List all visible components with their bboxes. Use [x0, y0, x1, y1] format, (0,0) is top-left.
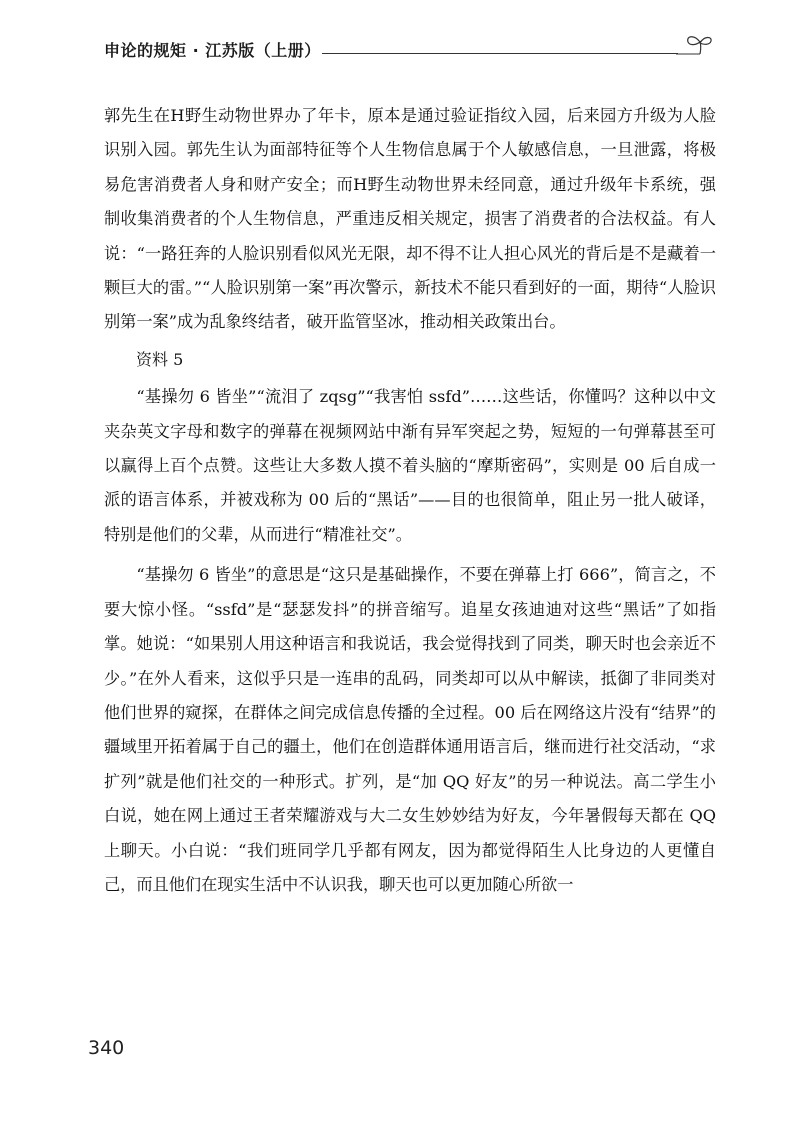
- paragraph-continued: 郭先生在H野生动物世界办了年卡，原本是通过验证指纹入园，后来园方升级为人脸识别入园。郭先生认为面部特征等个人生物信息属于个人敏感信息，一旦泄露，将极易危害消费者人身和财产安全；而H野生动物世界未经同意，通过升级年卡系统，强制收集消费者的个人生物信息，严重违反相关规定，损害了消费者的合法权益。有人说：“一路狂奔的人脸识别看似风光无限，却不得不让人担心风光的背后是不是藏着一颗巨大的雷。”“人脸识别第一案”再次警示，新技术不能只看到好的一面，期待“人脸识别第一案”成为乱象终结者，破开监管坚冰，推动相关政策出台。: [104, 106, 716, 332]
- header-rule: [322, 53, 678, 54]
- page-number: 340: [88, 1037, 125, 1059]
- running-header: [104, 38, 714, 68]
- book-title: 申论的规矩 · 江苏版（上册）: [104, 41, 321, 60]
- section-label: 资料 5: [136, 349, 184, 369]
- body-text: [104, 99, 716, 902]
- paragraph-slang-explanation: “基操勿 6 皆坐”的意思是“这只是基础操作，不要在弹幕上打 666”，简言之，不要大惊小怪。“ssfd”是“瑟瑟发抖”的拼音缩写。追星女孩迪迪对这些“黑话”了如指掌。她说：“如果别人用这种语言和我说话，我会觉得找到了同类，聊天时也会亲近不少。”在外人看来，这似乎只是一连串的乱码，同类却可以从中解读，抵御了非同类对他们世界的窥探，在群体之间完成信息传播的全过程。00 后在网络这片没有“结界”的疆域里开拓着属于自己的疆土，他们在创造群体通用语言后，继而进行社交活动，“求扩列”就是他们社交的一种形式。扩列，是“加 QQ 好友”的另一种说法。高二学生小白说，她在网上通过王者荣耀游戏与大二女生妙妙结为好友，今年暑假每天都在 QQ 上聊天。小白说：“我们班同学几乎都有网友，因为都觉得陌生人比身边的人更懂自己，而且他们在现实生活中不认识我，聊天也可以更加随心所欲一: [104, 565, 716, 894]
- paragraph-internet-slang: “基操勿 6 皆坐”“流泪了 zqsg”“我害怕 ssfd”……这些话，你懂吗？这种以中文夹杂英文字母和数字的弹幕在视频网站中渐有异军突起之势，短短的一句弹幕甚至可以赢得上百个点赞。这些让大多数人摸不着头脑的“摩斯密码”，实则是 00 后自成一派的语言体系，并被戏称为 00 后的“黑话”——目的也很简单，阻止另一批人破译，特别是他们的父辈，从而进行“精准社交”。: [104, 387, 716, 544]
- sprout-icon: [674, 32, 714, 60]
